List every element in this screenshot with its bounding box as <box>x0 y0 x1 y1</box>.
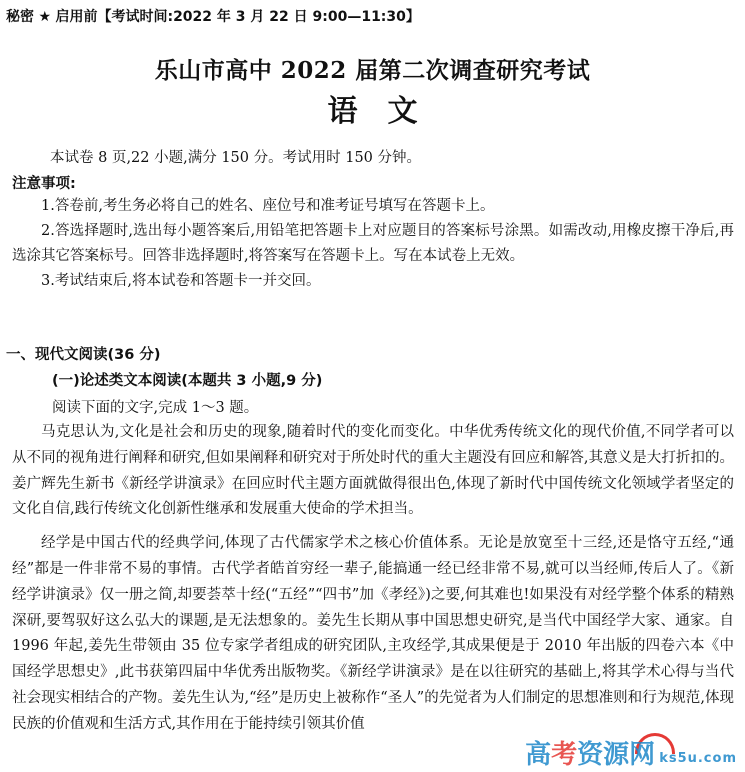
exam-intro: 本试卷 8 页,22 小题,满分 150 分。考试用时 150 分钟。 <box>50 150 422 166</box>
watermark-logo: 高考资源网 <box>525 740 656 770</box>
watermark-url: ks5u.com <box>659 751 737 766</box>
notice-title: 注意事项: <box>12 176 76 192</box>
subject-title: 语文 <box>327 94 448 129</box>
star-icon: ★ <box>38 9 52 25</box>
watermark <box>525 742 737 768</box>
reading-passage <box>12 420 734 746</box>
section-title: 一、现代文阅读(36 分) <box>6 347 161 363</box>
passage-paragraph: 经学是中国古代的经典学问,体现了古代儒家学术之核心价值体系。无论是放宽至十三经,还是恪守五经,“通经”都是一件非常不易的事情。古代学者皓首穷经一辈子,能搞通一经已经非常不易,就可以当经师,传后人了。《新经学讲演录》仅一册之简,却要荟萃十经(“五经”“四书”加《孝经》)之要,何其难也!如果没有对经学整个体系的精熟深研,要驾驭好这么弘大的课题,是无法想象的。姜先生长期从事中国思想史研究,是当代中国经学大家、通家。自 1996 年起,姜先生带领由 35 位专家学者组成的研究团队,主攻经学,其成果便是于 2010 年出版的四卷六本《中国经学思想史》,此书获第四届中华优秀出版物奖。《新经学讲演录》是在以往研究的基础上,将其学术心得与当代社会现实相结合的产物。姜先生认为,“经”是历史上被称作“圣人”的先觉者为人们制定的思想准则和行为规范,体现民族的价值观和生活方式,其作用在于能持续引领其价值 <box>12 535 734 732</box>
subsection-title: (一)论述类文本阅读(本题共 3 小题,9 分) <box>52 373 323 389</box>
exam-header <box>6 6 420 26</box>
notice-item: 3.考试结束后,将本试卷和答题卡一并交回。 <box>41 273 321 289</box>
exam-time: 【考试时间:2022 年 3 月 22 日 9:00—11:30】 <box>97 9 420 25</box>
passage-paragraph: 马克思认为,文化是社会和历史的现象,随着时代的变化而变化。中华优秀传统文化的现代价值,不同学者可以从不同的视角进行阐释和研究,但如果阐释和研究对于所处时代的重大主题没有回应和解答,其意义是大打折扣的。姜广辉先生新书《新经学讲演录》在回应时代主题方面就做得很出色,体现了新时代中国传统文化领域学者坚定的文化自信,践行传统文化创新性继承和发展重大使命的学术担当。 <box>12 424 734 518</box>
secret-label: 秘密 <box>6 9 34 25</box>
before-use-label: 启用前 <box>55 9 98 25</box>
notice-item: 2.答选择题时,选出每小题答案后,用铅笔把答题卡上对应题目的答案标号涂黑。如需改动,用橡皮擦干净后,再选涂其它答案标号。回答非选择题时,将答案写在答题卡上。写在本试卷上无效。 <box>12 223 734 264</box>
notice-item: 1.答卷前,考生务必将自己的姓名、座位号和准考证号填写在答题卡上。 <box>41 198 495 214</box>
reading-prompt: 阅读下面的文字,完成 1～3 题。 <box>52 400 259 416</box>
notice-list <box>12 194 734 294</box>
exam-title: 乐山市高中 2022 届第二次调查研究考试 <box>154 57 591 84</box>
